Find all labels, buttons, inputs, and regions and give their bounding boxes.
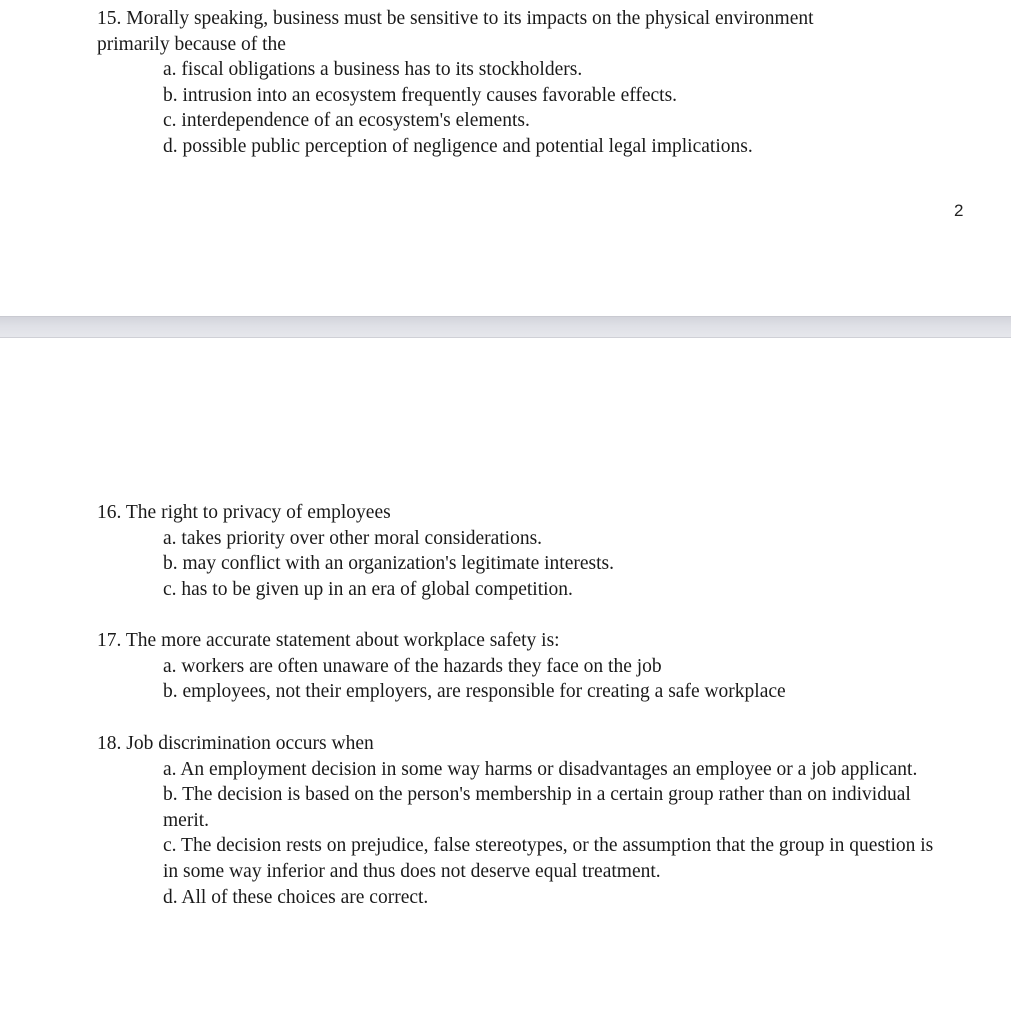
question-stem: 16. The right to privacy of employees [97,502,391,523]
answer-option-a: a. workers are often unaware of the hazards they face on the job [163,655,662,677]
answer-option-c: c. interdependence of an ecosystem's elements. [163,110,530,132]
document-page-bottom [0,338,1011,1024]
question-stem [97,6,937,57]
question-stem: 18. Job discrimination occurs when [97,733,374,754]
answer-option-b: b. may conflict with an organization's legitimate interests. [163,553,614,575]
answer-option-b: b. intrusion into an ecosystem frequently causes favorable effects. [163,84,678,106]
page-number: 2 [954,201,964,220]
question-stem: 17. The more accurate statement about workplace safety is: [97,630,560,651]
answer-option-c: c. has to be given up in an era of global competition. [163,578,573,600]
document-page-top [0,0,1011,316]
answer-option-d: d. possible public perception of negligence and potential legal implications. [163,135,753,157]
question-stem-line: 15. Morally speaking, business must be sensitive to its impacts on the physical environment [97,8,814,29]
question-17 [0,628,1011,705]
question-16 [0,500,1011,602]
answer-option-a: a. takes priority over other moral considerations. [163,527,543,549]
answer-option-b: b. The decision is based on the person's membership in a certain group rather than on individual merit. [163,784,911,831]
answer-option-d: d. All of these choices are correct. [163,886,429,908]
answer-option-b: b. employees, not their employers, are responsible for creating a safe workplace [163,681,786,703]
answer-option-a: a. An employment decision in some way harms or disadvantages an employee or a job applicant. [163,758,918,780]
answer-option-c: c. The decision rests on prejudice, false stereotypes, or the assumption that the group in question is in some way inferior and thus does not deserve equal treatment. [163,835,934,882]
question-15 [0,6,1011,160]
question-stem-line: primarily because of the [97,33,286,55]
answer-option-a: a. fiscal obligations a business has to its stockholders. [163,59,583,81]
page-separator [0,316,1011,338]
question-18 [0,731,1011,910]
